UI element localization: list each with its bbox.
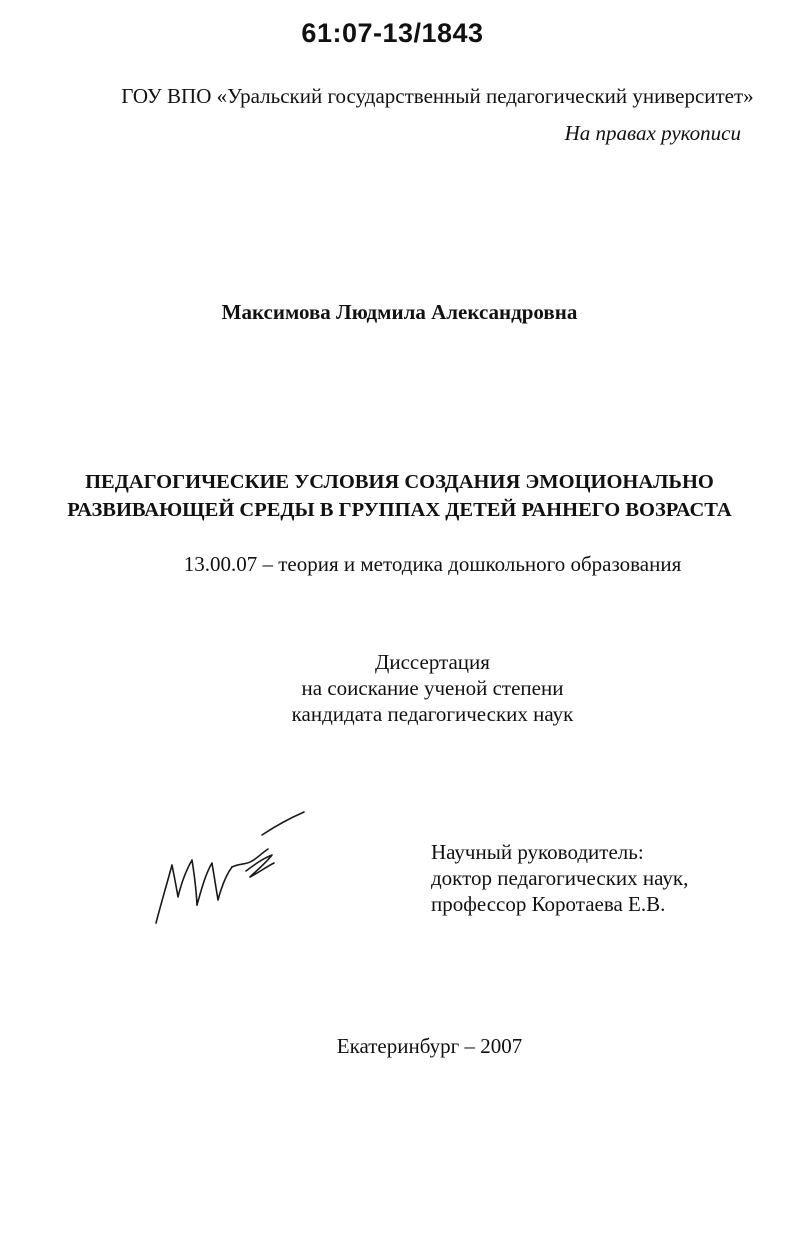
degree-block bbox=[33, 649, 799, 727]
degree-line-3: кандидата педагогических наук bbox=[291, 702, 574, 726]
author-name: Максимова Людмила Александровна bbox=[221, 300, 578, 324]
dissertation-title bbox=[0, 468, 799, 524]
catalog-code: 61:07-13/1843 bbox=[301, 18, 484, 48]
degree-line-1: Диссертация bbox=[375, 650, 490, 674]
institution-name: ГОУ ВПО «Уральский государственный педагогический университет» bbox=[121, 84, 754, 108]
supervisor-line-3: профессор Коротаева Е.В. bbox=[431, 892, 666, 916]
manuscript-note: На правах рукописи bbox=[564, 121, 741, 145]
title-line-1: ПЕДАГОГИЧЕСКИЕ УСЛОВИЯ СОЗДАНИЯ ЭМОЦИОНАЛЬНО bbox=[85, 471, 714, 493]
specialty-code: 13.00.07 – теория и методика дошкольного образования bbox=[183, 552, 682, 576]
title-line-2: РАЗВИВАЮЩЕЙ СРЕДЫ В ГРУППАХ ДЕТЕЙ РАННЕГО ВОЗРАСТА bbox=[67, 499, 732, 521]
supervisor-line-2: доктор педагогических наук, bbox=[431, 866, 689, 890]
signature bbox=[150, 805, 320, 935]
supervisor-block bbox=[431, 839, 688, 917]
city-year: Екатеринбург – 2007 bbox=[336, 1034, 523, 1058]
supervisor-line-1: Научный руководитель: bbox=[431, 840, 644, 864]
degree-line-2: на соискание ученой степени bbox=[301, 676, 564, 700]
